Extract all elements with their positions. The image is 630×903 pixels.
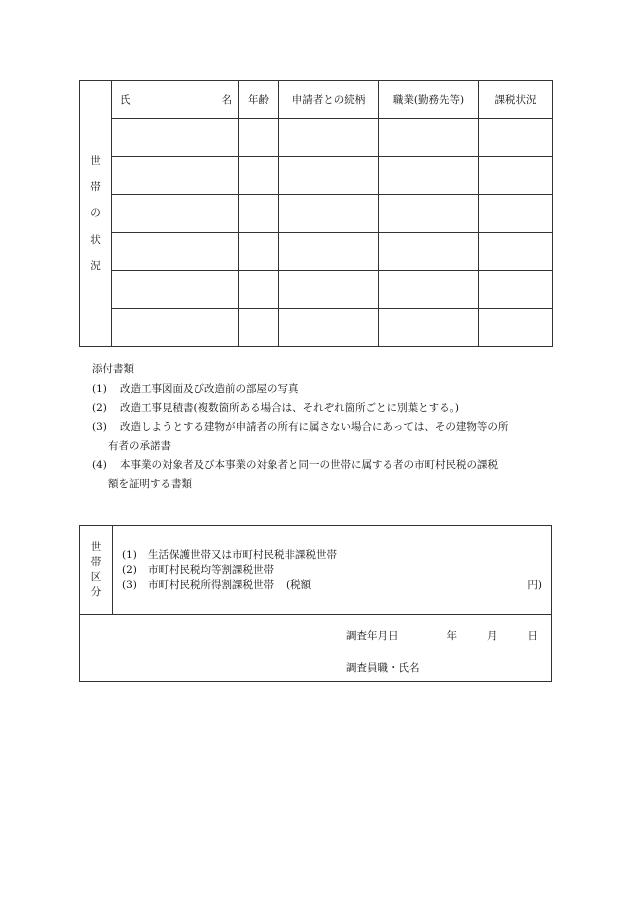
cell-tax-status[interactable] bbox=[479, 195, 553, 233]
cell-occupation[interactable] bbox=[379, 309, 479, 347]
item-number: (2) bbox=[92, 402, 107, 414]
list-item bbox=[92, 380, 562, 399]
cell-name[interactable] bbox=[112, 233, 239, 271]
item-number: (4) bbox=[92, 459, 107, 471]
side-label-char: 状 bbox=[90, 233, 101, 246]
classification-row bbox=[80, 526, 551, 615]
option-text: 市町村民税均等割課税世帯 bbox=[148, 564, 274, 576]
cell-occupation[interactable] bbox=[379, 233, 479, 271]
option-text: 市町村民税所得割課税世帯 bbox=[148, 579, 274, 591]
header-relation: 申請者との続柄 bbox=[279, 81, 379, 119]
list-item bbox=[92, 418, 562, 437]
item-text: 改造工事図面及び改造前の部屋の写真 bbox=[120, 383, 299, 395]
month-label: 月 bbox=[487, 630, 498, 642]
cell-name[interactable] bbox=[112, 195, 239, 233]
cell-occupation[interactable] bbox=[379, 271, 479, 309]
option-text: 生活保護世帯又は市町村民税非課税世帯 bbox=[148, 549, 337, 561]
cell-tax-status[interactable] bbox=[479, 309, 553, 347]
cell-occupation[interactable] bbox=[379, 195, 479, 233]
class-label-char: 世 bbox=[90, 541, 102, 553]
cell-age[interactable] bbox=[239, 157, 279, 195]
investigator-label: 調査員職・氏名 bbox=[346, 662, 420, 674]
cell-relation[interactable] bbox=[279, 233, 379, 271]
survey-date-line[interactable] bbox=[346, 628, 546, 660]
table-header-row bbox=[80, 81, 553, 119]
class-label-char: 分 bbox=[90, 586, 102, 598]
cell-tax-status[interactable] bbox=[479, 271, 553, 309]
cell-occupation[interactable] bbox=[379, 157, 479, 195]
header-tax-status: 課税状況 bbox=[479, 81, 553, 119]
header-name-left: 氏 bbox=[120, 94, 131, 106]
cell-age[interactable] bbox=[239, 233, 279, 271]
cell-relation[interactable] bbox=[279, 195, 379, 233]
class-option[interactable] bbox=[122, 563, 542, 578]
option-number: (2) bbox=[122, 564, 137, 576]
item-number: (3) bbox=[92, 421, 107, 433]
list-item bbox=[92, 456, 562, 475]
header-age: 年齢 bbox=[239, 81, 279, 119]
cell-relation[interactable] bbox=[279, 157, 379, 195]
survey-section bbox=[346, 628, 546, 692]
option-number: (3) bbox=[122, 579, 137, 591]
list-item bbox=[92, 399, 562, 418]
cell-occupation[interactable] bbox=[379, 119, 479, 157]
class-label-char: 区 bbox=[90, 571, 102, 583]
cell-relation[interactable] bbox=[279, 271, 379, 309]
cell-age[interactable] bbox=[239, 119, 279, 157]
attachments-section bbox=[92, 360, 562, 494]
cell-name[interactable] bbox=[112, 157, 239, 195]
cell-tax-status[interactable] bbox=[479, 119, 553, 157]
investigator-line[interactable] bbox=[346, 660, 546, 692]
item-number: (1) bbox=[92, 383, 107, 395]
tax-amount-open: (税額 bbox=[286, 579, 312, 591]
household-class-options bbox=[122, 548, 542, 593]
tax-amount-close: 円) bbox=[527, 579, 542, 591]
cell-tax-status[interactable] bbox=[479, 233, 553, 271]
cell-name[interactable] bbox=[112, 309, 239, 347]
table-row bbox=[80, 309, 553, 347]
side-label-char: 帯 bbox=[90, 181, 101, 194]
day-label: 日 bbox=[527, 630, 538, 642]
class-option[interactable] bbox=[122, 548, 542, 563]
table-row bbox=[80, 271, 553, 309]
household-status-label bbox=[80, 81, 112, 347]
year-label: 年 bbox=[446, 630, 457, 642]
survey-date-label: 調査年月日 bbox=[346, 630, 399, 642]
attachments-title: 添付書類 bbox=[92, 363, 134, 375]
cell-age[interactable] bbox=[239, 271, 279, 309]
item-continuation: 額を証明する書類 bbox=[108, 478, 192, 490]
household-class-label bbox=[80, 526, 113, 614]
table-row bbox=[80, 195, 553, 233]
side-label-char: 況 bbox=[90, 259, 101, 272]
table-row bbox=[80, 157, 553, 195]
cell-age[interactable] bbox=[239, 309, 279, 347]
header-name bbox=[112, 81, 239, 119]
table-row bbox=[80, 233, 553, 271]
cell-relation[interactable] bbox=[279, 309, 379, 347]
header-occupation: 職業(勤務先等) bbox=[379, 81, 479, 119]
cell-age[interactable] bbox=[239, 195, 279, 233]
item-text: 改造工事見積書(複数箇所ある場合は、それぞれ箇所ごとに別葉とする。) bbox=[120, 402, 459, 414]
item-text: 改造しようとする建物が申請者の所有に属さない場合にあっては、その建物等の所 bbox=[120, 421, 509, 433]
class-label-char: 帯 bbox=[90, 556, 102, 568]
cell-name[interactable] bbox=[112, 271, 239, 309]
header-name-right: 名 bbox=[221, 94, 232, 106]
item-continuation: 有者の承諾書 bbox=[108, 440, 171, 452]
cell-relation[interactable] bbox=[279, 119, 379, 157]
cell-name[interactable] bbox=[112, 119, 239, 157]
classification-box bbox=[79, 525, 552, 682]
class-option[interactable] bbox=[122, 578, 542, 593]
side-label-char: の bbox=[90, 207, 101, 220]
option-number: (1) bbox=[122, 549, 137, 561]
cell-tax-status[interactable] bbox=[479, 157, 553, 195]
item-text: 本事業の対象者及び本事業の対象者と同一の世帯に属する者の市町村民税の課税 bbox=[120, 459, 498, 471]
table-row bbox=[80, 119, 553, 157]
household-status-table bbox=[79, 80, 553, 347]
side-label-char: 世 bbox=[90, 154, 101, 167]
